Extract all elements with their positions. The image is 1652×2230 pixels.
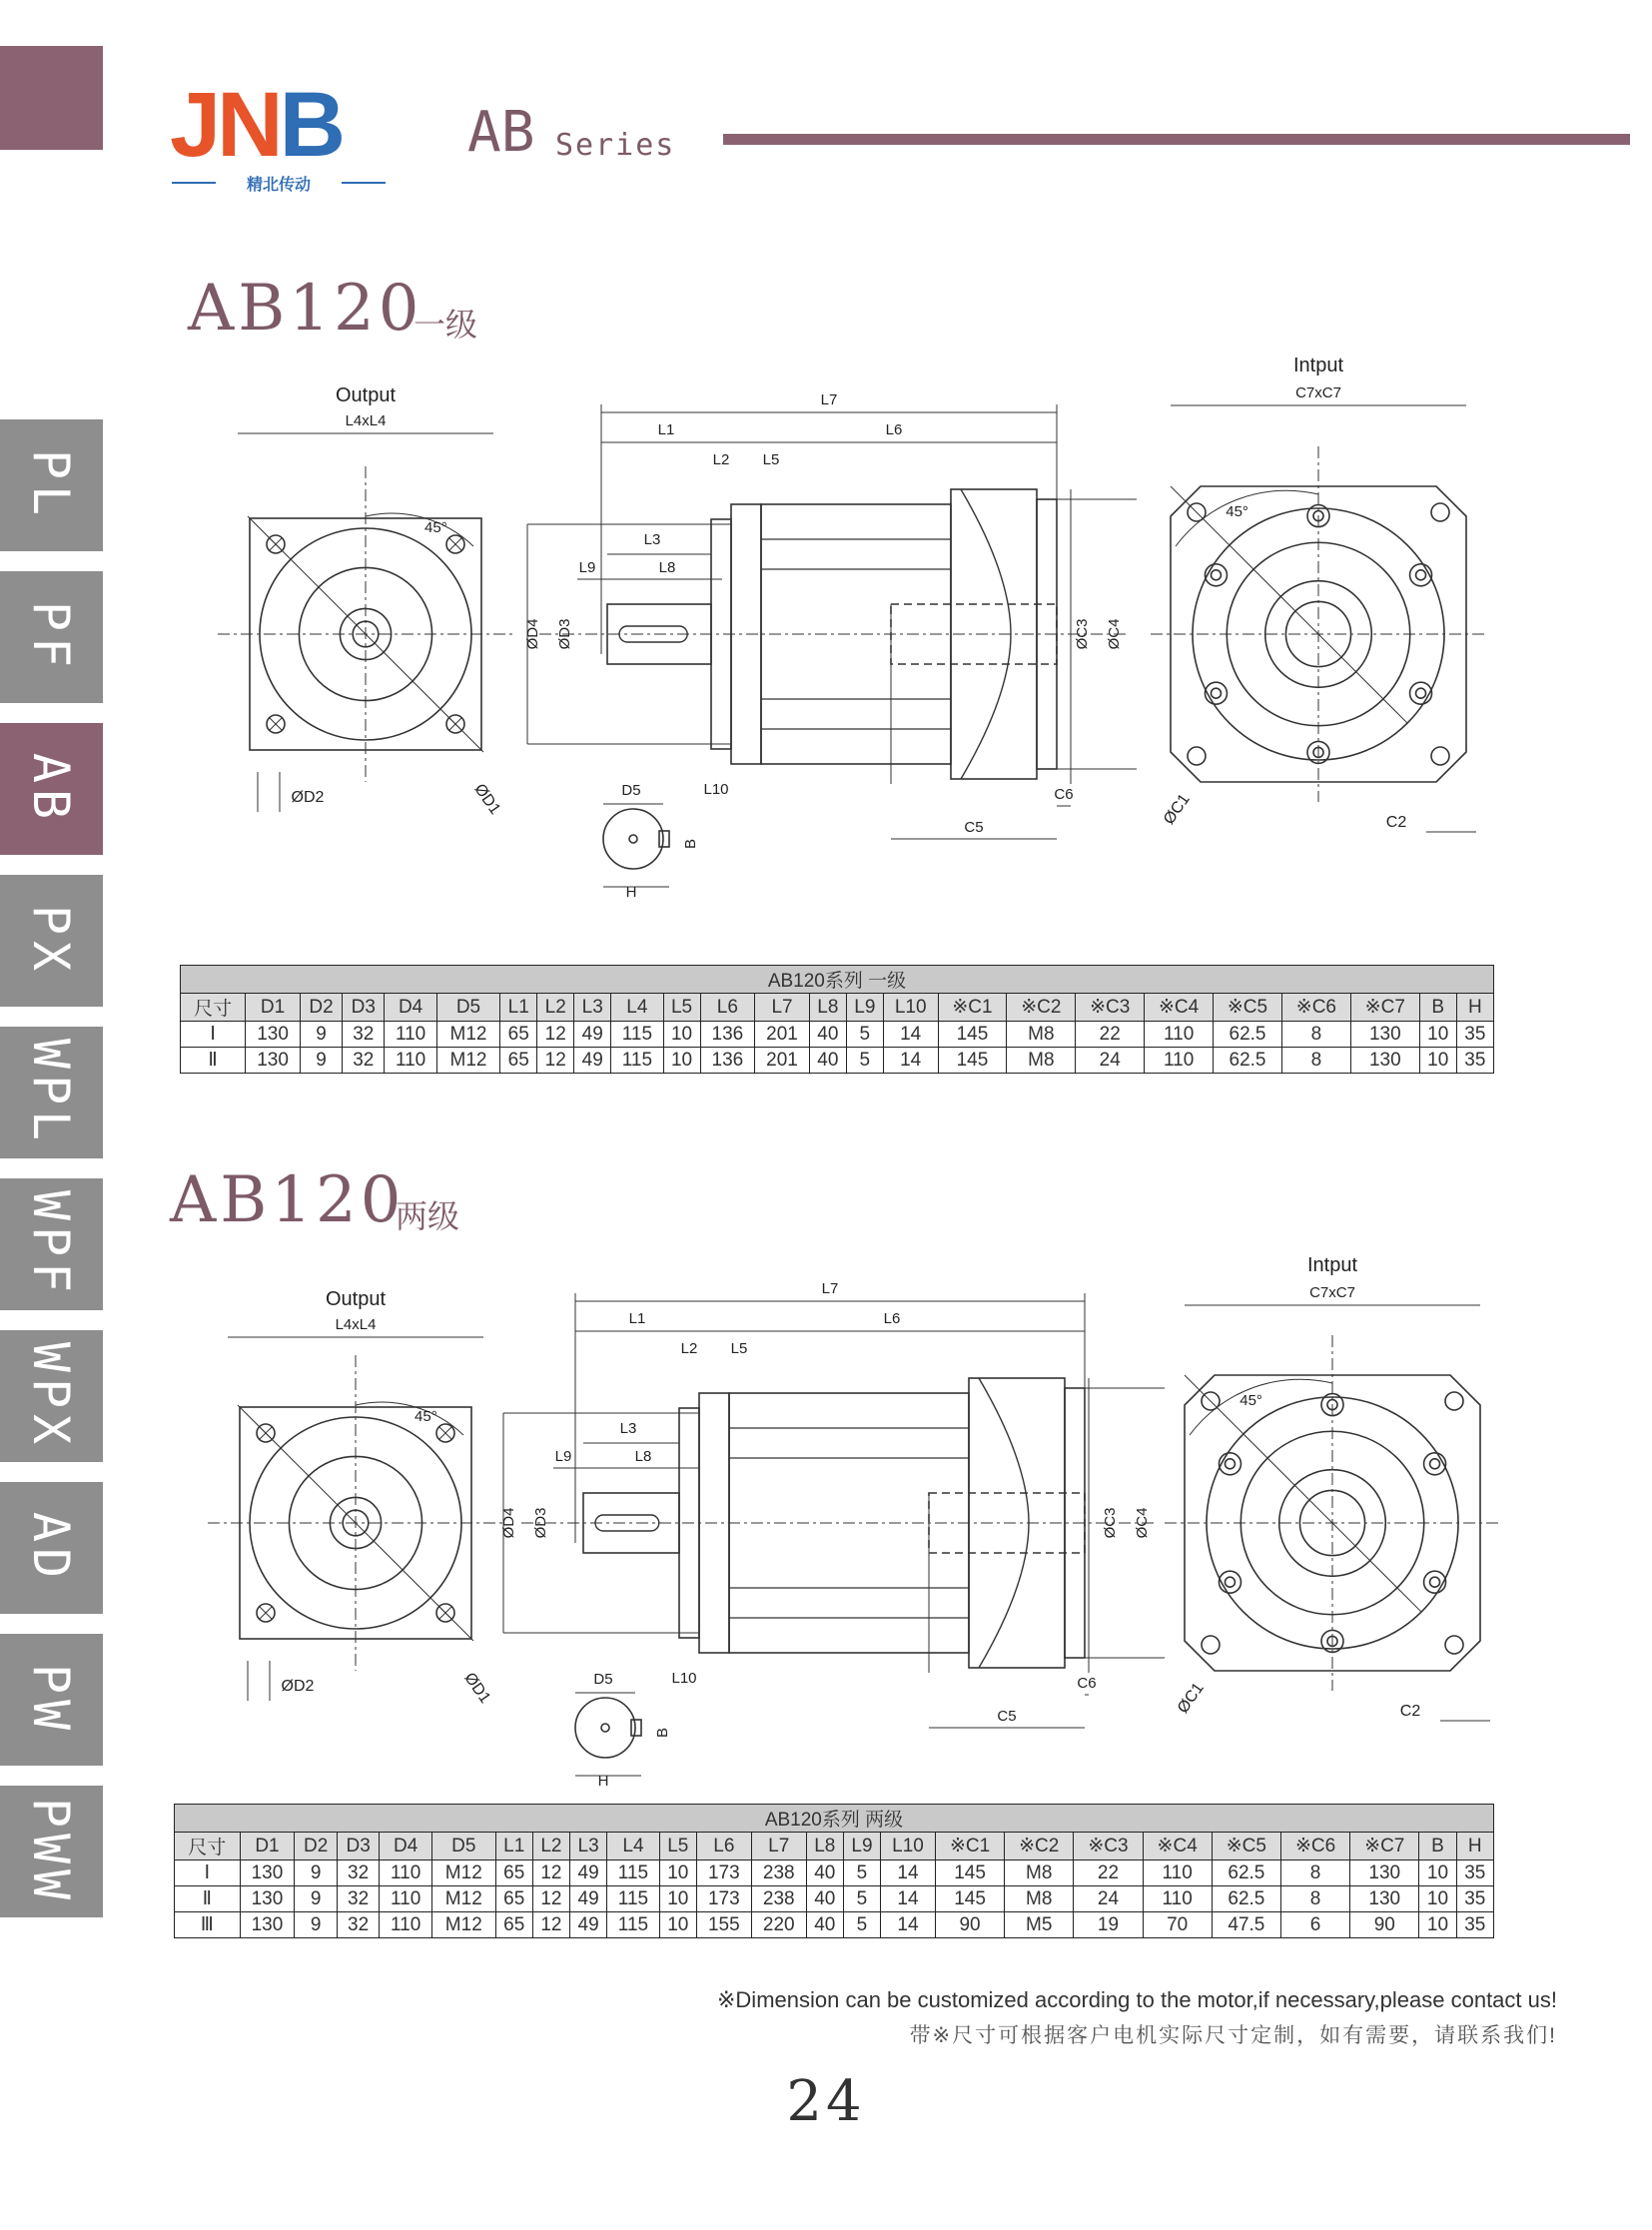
table-header-cell: ※C3 (1076, 994, 1145, 1022)
table-cell: 9 (300, 1048, 342, 1074)
input-bolt-hole-inner (1416, 570, 1426, 580)
table-cell: 136 (700, 1048, 755, 1074)
table-cell: 10 (1419, 1912, 1456, 1938)
l7-label: L7 (821, 1280, 839, 1297)
table-header-cell: L2 (532, 1833, 569, 1860)
l5-label: L5 (762, 451, 780, 468)
table-header-cell: L1 (495, 1833, 532, 1860)
key-section-key (659, 831, 669, 847)
table-cell: 8 (1280, 1886, 1349, 1912)
table-cell: 49 (574, 1022, 611, 1048)
table-header-cell: 尺寸 (181, 994, 246, 1022)
table-header-cell: ※C3 (1074, 1833, 1143, 1860)
table-cell: 10 (1419, 1022, 1456, 1048)
table-header-cell: L7 (755, 994, 810, 1022)
table-cell: 65 (495, 1860, 532, 1886)
table-cell: 9 (295, 1886, 337, 1912)
input-bolt-hole-inner (1211, 570, 1221, 580)
section2-spec-table (174, 1804, 1494, 1938)
b-label: B (682, 838, 699, 850)
input-bolt-hole-inner (1225, 1459, 1235, 1469)
table-cell: 40 (806, 1886, 843, 1912)
table-cell: 110 (380, 1860, 432, 1886)
table-header-cell: L8 (806, 1833, 843, 1860)
table-cell: 35 (1456, 1048, 1493, 1074)
h-label: H (597, 1773, 609, 1790)
l6-label: L6 (885, 421, 903, 438)
table-header-cell: L10 (881, 1833, 936, 1860)
table-header-cell: L6 (700, 994, 755, 1022)
d2-label: ØD2 (291, 789, 325, 806)
corner-hole (1445, 1636, 1463, 1654)
input-bolt-hole (1424, 1571, 1446, 1593)
table-header-cell: L3 (570, 1833, 607, 1860)
side-tab-label: PF (22, 600, 80, 674)
table-header-cell: D2 (300, 994, 342, 1022)
table-cell: 14 (881, 1860, 936, 1886)
input-bolt-hole-inner (1225, 1577, 1235, 1587)
table-cell: 62.5 (1212, 1860, 1280, 1886)
table-header-cell: D5 (431, 1833, 495, 1860)
c5-label: C5 (964, 819, 984, 836)
c3-label: ØC3 (1074, 618, 1091, 650)
table-cell: 130 (1350, 1048, 1419, 1074)
corner-hole (1431, 747, 1449, 765)
table-header-cell: L1 (500, 994, 537, 1022)
table-header-cell: D1 (240, 1833, 295, 1860)
l3-label: L3 (643, 531, 661, 548)
b-label: B (654, 1727, 671, 1739)
table-cell: 145 (935, 1860, 1004, 1886)
side-tab-label: PWW (22, 1797, 80, 1906)
table-cell: 10 (1419, 1886, 1456, 1912)
table-cell: 115 (611, 1022, 663, 1048)
table-header-cell: B (1419, 994, 1456, 1022)
table-row (181, 1022, 1494, 1048)
table-header-cell: ※C4 (1145, 994, 1214, 1022)
table-cell: 10 (663, 1022, 700, 1048)
table-cell: 238 (751, 1860, 806, 1886)
table-cell: 10 (659, 1912, 696, 1938)
l1-label: L1 (628, 1310, 646, 1327)
table-cell: 40 (809, 1048, 846, 1074)
l10-label: L10 (671, 1670, 697, 1687)
input-bolt-hole-inner (1430, 1577, 1440, 1587)
table-cell: 62.5 (1214, 1022, 1282, 1048)
table-cell: 14 (883, 1048, 938, 1074)
shaft-key (595, 1515, 659, 1531)
table-cell: 136 (700, 1022, 755, 1048)
table-cell: 14 (881, 1912, 936, 1938)
c6-label: C6 (1054, 786, 1074, 803)
table-cell: 19 (1074, 1912, 1143, 1938)
side-tab-label: WPF (22, 1189, 80, 1299)
table-cell: 35 (1456, 1022, 1493, 1048)
table-cell: 40 (806, 1860, 843, 1886)
table-cell: 110 (1143, 1886, 1212, 1912)
table-row (181, 1048, 1494, 1074)
section2-drawing (0, 1243, 1652, 1813)
table-header-cell: ※C1 (935, 1833, 1004, 1860)
table-header-cell: ※C7 (1350, 1833, 1419, 1860)
table-cell: 49 (570, 1912, 607, 1938)
table-header-cell: ※C7 (1350, 994, 1419, 1022)
table-header-cell: ※C5 (1214, 994, 1282, 1022)
table-cell: Ⅲ (175, 1912, 241, 1938)
table-cell: 35 (1456, 1886, 1493, 1912)
top-accent-block (0, 46, 103, 150)
page-number: 24 (786, 2069, 866, 2134)
table-cell: 238 (751, 1886, 806, 1912)
table-cell: 110 (385, 1022, 436, 1048)
table-cell: 115 (607, 1860, 660, 1886)
table-header-cell: L4 (607, 1833, 660, 1860)
table-cell: 65 (500, 1022, 537, 1048)
table-header-cell: ※C5 (1212, 1833, 1280, 1860)
table-cell: 155 (696, 1912, 751, 1938)
table-header-cell: L10 (883, 994, 938, 1022)
table-cell: Ⅰ (181, 1022, 246, 1048)
table-header-cell: L5 (663, 994, 700, 1022)
table-header-cell: L6 (696, 1833, 751, 1860)
table-cell: 49 (570, 1860, 607, 1886)
d4-label: ØD4 (524, 618, 541, 650)
table-cell: 24 (1074, 1886, 1143, 1912)
table-header-cell: D4 (385, 994, 436, 1022)
table-cell: 62.5 (1212, 1886, 1280, 1912)
corner-hole (1445, 1392, 1463, 1410)
section2-subtitle: 两级 (396, 1198, 460, 1234)
side-tab-label: AD (22, 1511, 80, 1585)
c6-label: C6 (1077, 1675, 1097, 1692)
table-header-cell: ※C1 (938, 994, 1007, 1022)
table-cell: M8 (1005, 1886, 1074, 1912)
table-cell: 65 (495, 1886, 532, 1912)
table-header-cell: D4 (380, 1833, 432, 1860)
table-cell: M12 (436, 1022, 499, 1048)
input-label: Intput (1292, 355, 1344, 376)
l8-label: L8 (634, 1448, 652, 1465)
input-label: Intput (1306, 1254, 1358, 1276)
input-bolt-hole (1205, 682, 1227, 704)
side-tab-wpl[interactable] (0, 1027, 103, 1158)
table-cell: 32 (343, 1022, 385, 1048)
jnb-logo: JNB (170, 74, 343, 176)
table-cell: 10 (659, 1886, 696, 1912)
table-cell: 14 (883, 1022, 938, 1048)
table-cell: 49 (574, 1048, 611, 1074)
output-label: Output (325, 1288, 387, 1310)
table-cell: 201 (755, 1048, 810, 1074)
table-cell: 130 (1350, 1022, 1419, 1048)
l8-label: L8 (658, 559, 676, 576)
table-cell: M12 (431, 1860, 495, 1886)
table-header-cell: 尺寸 (175, 1833, 241, 1860)
table-cell: 65 (500, 1048, 537, 1074)
table-cell: 40 (809, 1022, 846, 1048)
table-header-cell: B (1419, 1833, 1456, 1860)
c2-label: C2 (1399, 1703, 1421, 1720)
input-bolt-hole (1205, 564, 1227, 586)
series-word: Series (555, 128, 676, 163)
input-dim-label: C7xC7 (1309, 1284, 1355, 1301)
table-cell: 115 (611, 1048, 663, 1074)
input-bolt-hole (1410, 682, 1432, 704)
side-tab-label: PW (22, 1663, 80, 1737)
key-section-center (601, 1724, 609, 1732)
output-label: Output (335, 384, 397, 406)
angle-label: 45° (1239, 1392, 1262, 1409)
section1-subtitle: 一级 (413, 307, 478, 343)
l5-label: L5 (730, 1340, 748, 1357)
table-header-cell: L7 (751, 1833, 806, 1860)
c5-label: C5 (997, 1708, 1017, 1725)
table-caption: AB120系列 两级 (175, 1805, 1494, 1833)
table-header-cell: ※C2 (1007, 994, 1076, 1022)
c1-label: ØC1 (1174, 1680, 1208, 1717)
table-cell: 10 (663, 1048, 700, 1074)
c4-label: ØC4 (1106, 618, 1123, 650)
l6-label: L6 (883, 1310, 901, 1327)
table-cell: 5 (843, 1860, 880, 1886)
table-cell: 12 (532, 1860, 569, 1886)
side-tab-label: PL (22, 448, 80, 522)
corner-hole (1188, 747, 1206, 765)
table-cell: 12 (537, 1022, 574, 1048)
l10-label: L10 (703, 781, 729, 798)
section1-drawing (0, 340, 1652, 919)
table-cell: 130 (246, 1048, 301, 1074)
d4-label: ØD4 (500, 1507, 517, 1539)
input-bolt-hole-inner (1416, 688, 1426, 698)
d5-label: D5 (593, 1671, 613, 1688)
table-header-cell: H (1456, 994, 1493, 1022)
corner-hole (1202, 1636, 1220, 1654)
table-cell: M8 (1007, 1022, 1076, 1048)
input-bolt-hole (1219, 1453, 1240, 1475)
table-cell: 12 (532, 1912, 569, 1938)
input-bolt-hole (1410, 564, 1432, 586)
table-cell: 10 (1419, 1048, 1456, 1074)
d3-label: ØD3 (556, 618, 573, 650)
side-tab-label: WPX (22, 1341, 80, 1451)
table-cell: 220 (751, 1912, 806, 1938)
table-cell: 32 (337, 1912, 379, 1938)
table-cell: 90 (935, 1912, 1004, 1938)
table-cell: 5 (843, 1912, 880, 1938)
table-cell: 130 (246, 1022, 301, 1048)
input-bolt-hole-inner (1211, 688, 1221, 698)
table-cell: 110 (1145, 1048, 1214, 1074)
table-cell: Ⅰ (175, 1860, 241, 1886)
series-code: AB (467, 100, 535, 165)
table-cell: 6 (1280, 1912, 1349, 1938)
c4-label: ØC4 (1134, 1507, 1151, 1539)
table-cell: Ⅱ (181, 1048, 246, 1074)
table-header-cell: L2 (537, 994, 574, 1022)
table-cell: 130 (1350, 1860, 1419, 1886)
header-rule (723, 134, 1630, 145)
section2-title: AB120 (170, 1163, 406, 1237)
input-bolt-hole (1424, 1453, 1446, 1475)
table-cell: 65 (495, 1912, 532, 1938)
table-cell: 173 (696, 1886, 751, 1912)
table-cell: 49 (570, 1886, 607, 1912)
key-section-key (631, 1720, 641, 1736)
table-cell: 145 (935, 1886, 1004, 1912)
d1-label: ØD1 (460, 1670, 494, 1707)
side-tab-label: PX (22, 904, 80, 978)
table-cell: 32 (337, 1886, 379, 1912)
d5-label: D5 (621, 782, 641, 799)
table-cell: 130 (1350, 1886, 1419, 1912)
table-cell: 110 (1143, 1860, 1212, 1886)
table-cell: 5 (846, 1022, 883, 1048)
table-cell: 40 (806, 1912, 843, 1938)
table-cell: M8 (1007, 1048, 1076, 1074)
table-cell: 110 (385, 1048, 436, 1074)
table-cell: 130 (240, 1886, 295, 1912)
table-cell: 47.5 (1212, 1912, 1280, 1938)
table-cell: 5 (843, 1886, 880, 1912)
table-cell: 5 (846, 1048, 883, 1074)
d2-label: ØD2 (281, 1678, 315, 1695)
table-header-cell: D2 (295, 1833, 337, 1860)
table-header-cell: D3 (337, 1833, 379, 1860)
table-cell: 130 (240, 1912, 295, 1938)
table-cell: 35 (1456, 1912, 1493, 1938)
table-cell: 35 (1456, 1860, 1493, 1886)
table-cell: 145 (938, 1048, 1007, 1074)
table-cell: 32 (337, 1860, 379, 1886)
table-header-cell: D5 (436, 994, 499, 1022)
table-cell: M12 (436, 1048, 499, 1074)
output-dim-label: L4xL4 (345, 412, 387, 429)
c1-label: ØC1 (1160, 791, 1194, 828)
table-cell: 115 (607, 1886, 660, 1912)
table-cell: 24 (1076, 1048, 1145, 1074)
c3-label: ØC3 (1102, 1507, 1119, 1539)
table-cell: M12 (431, 1912, 495, 1938)
table-cell: 130 (240, 1860, 295, 1886)
input-bolt-hole (1219, 1571, 1240, 1593)
input-dim-label: C7xC7 (1295, 384, 1341, 401)
section1-title: AB120 (188, 272, 423, 346)
table-cell: 145 (938, 1022, 1007, 1048)
table-cell: 10 (1419, 1860, 1456, 1886)
table-header-cell: L9 (843, 1833, 880, 1860)
table-cell: 70 (1143, 1912, 1212, 1938)
table-cell: 115 (607, 1912, 660, 1938)
table-cell: M12 (431, 1886, 495, 1912)
key-section-center (629, 835, 637, 843)
table-cell: 32 (343, 1048, 385, 1074)
table-cell: 8 (1281, 1022, 1350, 1048)
d3-label: ØD3 (532, 1507, 549, 1539)
l3-label: L3 (619, 1420, 637, 1437)
table-cell: 201 (755, 1022, 810, 1048)
table-row (175, 1886, 1494, 1912)
table-cell: 14 (881, 1886, 936, 1912)
table-header-cell: L8 (809, 994, 846, 1022)
table-cell: M5 (1005, 1912, 1074, 1938)
table-cell: 12 (537, 1048, 574, 1074)
table-header-cell: D1 (246, 994, 301, 1022)
table-header-cell: ※C6 (1281, 994, 1350, 1022)
table-cell: M8 (1005, 1860, 1074, 1886)
table-header-cell: D3 (343, 994, 385, 1022)
l2-label: L2 (680, 1340, 698, 1357)
angle-label: 45° (414, 1408, 437, 1425)
table-cell: 10 (659, 1860, 696, 1886)
input-bolt-hole-inner (1430, 1459, 1440, 1469)
table-cell: 9 (295, 1860, 337, 1886)
table-header-cell: L3 (574, 994, 611, 1022)
table-cell: 12 (532, 1886, 569, 1912)
d1-label: ØD1 (470, 781, 504, 818)
key-section-circle (575, 1698, 635, 1758)
side-tab-label: AB (22, 752, 80, 826)
table-header-cell: ※C6 (1280, 1833, 1349, 1860)
l9-label: L9 (554, 1448, 572, 1465)
table-header-cell: L4 (611, 994, 663, 1022)
table-header-cell: H (1456, 1833, 1493, 1860)
table-cell: 110 (1145, 1022, 1214, 1048)
shaft-key (619, 626, 687, 642)
table-cell: Ⅱ (175, 1886, 241, 1912)
table-cell: 8 (1281, 1048, 1350, 1074)
table-cell: 22 (1076, 1022, 1145, 1048)
table-caption: AB120系列 一级 (181, 966, 1494, 994)
h-label: H (625, 884, 637, 901)
footnote-english: ※Dimension can be customized according to the motor,if necessary,please contact us! (716, 1987, 1557, 2012)
table-header-cell: L5 (659, 1833, 696, 1860)
output-dim-label: L4xL4 (335, 1316, 377, 1333)
table-cell: 110 (380, 1886, 432, 1912)
l7-label: L7 (820, 391, 838, 408)
table-cell: 110 (380, 1912, 432, 1938)
table-header-cell: L9 (846, 994, 883, 1022)
logo-subtitle: 精北传动 (246, 177, 311, 194)
table-cell: 8 (1280, 1860, 1349, 1886)
table-cell: 9 (300, 1022, 342, 1048)
l1-label: L1 (657, 421, 675, 438)
key-section-circle (603, 809, 663, 869)
l2-label: L2 (712, 451, 730, 468)
table-header-cell: ※C2 (1005, 1833, 1074, 1860)
side-tab-label: WPL (22, 1038, 80, 1147)
table-cell: 9 (295, 1912, 337, 1938)
angle-label: 45° (424, 519, 447, 536)
table-cell: 173 (696, 1860, 751, 1886)
c2-label: C2 (1385, 814, 1407, 831)
table-cell: 62.5 (1214, 1048, 1282, 1074)
section1-spec-table (180, 965, 1494, 1074)
table-row (175, 1860, 1494, 1886)
table-cell: 22 (1074, 1860, 1143, 1886)
table-header-cell: ※C4 (1143, 1833, 1212, 1860)
table-row (175, 1912, 1494, 1938)
angle-label: 45° (1226, 503, 1248, 520)
corner-hole (1431, 503, 1449, 521)
footnote-chinese: 带※尺寸可根据客户电机实际尺寸定制，如有需要，请联系我们! (909, 2024, 1557, 2047)
table-cell: 90 (1350, 1912, 1419, 1938)
l9-label: L9 (578, 559, 596, 576)
